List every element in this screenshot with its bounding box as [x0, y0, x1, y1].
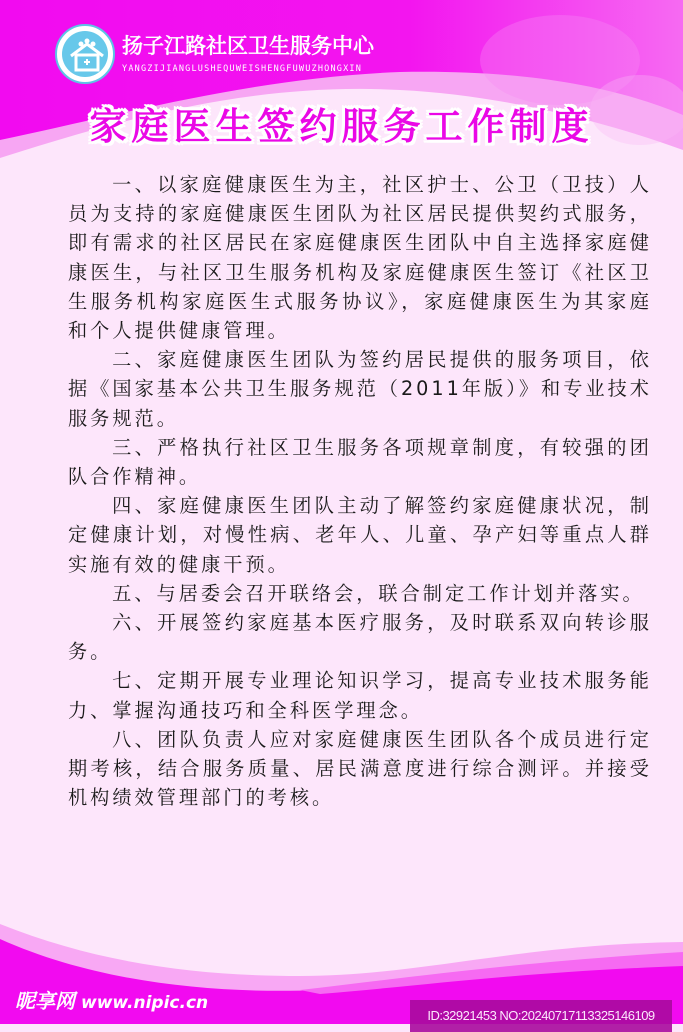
paragraph-3: 三、严格执行社区卫生服务各项规章制度，有较强的团队合作精神。 [68, 435, 652, 489]
paragraph-5: 五、与居委会召开联络会，联合制定工作计划并落实。 [112, 581, 645, 605]
paragraph-8: 八、团队负责人应对家庭健康医生团队各个成员进行定期考核，结合服务质量、居民满意度进行综合测评。并接受机构绩效管理部门的考核。 [68, 727, 652, 810]
paragraph-7: 七、定期开展专业理论知识学习，提高专业技术服务能力、掌握沟通技巧和全科医学理念。 [68, 669, 652, 722]
regulation-body [68, 170, 652, 812]
org-pinyin: YANGZIJIANGLUSHEQUWEISHENGFUWUZHONGXIN [122, 64, 363, 74]
watermark-brand [15, 985, 208, 1014]
paragraph-1: 一、以家庭健康医生为主，社区护士、公卫（卫技）人员为支持的家庭健康医生团队为社区居民提供契约式服务，即有需求的社区居民在家庭健康医生团队中自主选择家庭健康医生，与社区卫生服务机构及家庭健康医生签订《社区卫生服务机构家庭医生式服务协议》，家庭健康医生为其家庭和个人提供健康管理。 [68, 173, 652, 343]
watermark-id: ID:32921453 NO:20240717113325146109 [410, 1000, 672, 1032]
paragraph-2: 二、家庭健康医生团队为签约居民提供的服务项目，依据《国家基本公共卫生服务规范（2011年版）》和专业技术服务规范。 [68, 348, 652, 430]
org-name: 扬子江路社区卫生服务中心 [122, 34, 374, 58]
page-title: 家庭医生签约服务工作制度 [89, 105, 594, 148]
watermark-site: www.nipic.cn [81, 993, 209, 1013]
watermark-brand-name: 昵享网 [15, 989, 75, 1013]
org-logo [55, 24, 115, 84]
house-family-icon [67, 38, 107, 74]
paragraph-6: 六、开展签约家庭基本医疗服务，及时联系双向转诊服务。 [68, 611, 652, 664]
paragraph-4: 四、家庭健康医生团队主动了解签约家庭健康状况，制定健康计划，对慢性病、老年人、儿童、孕产妇等重点人群实施有效的健康干预。 [68, 494, 652, 576]
